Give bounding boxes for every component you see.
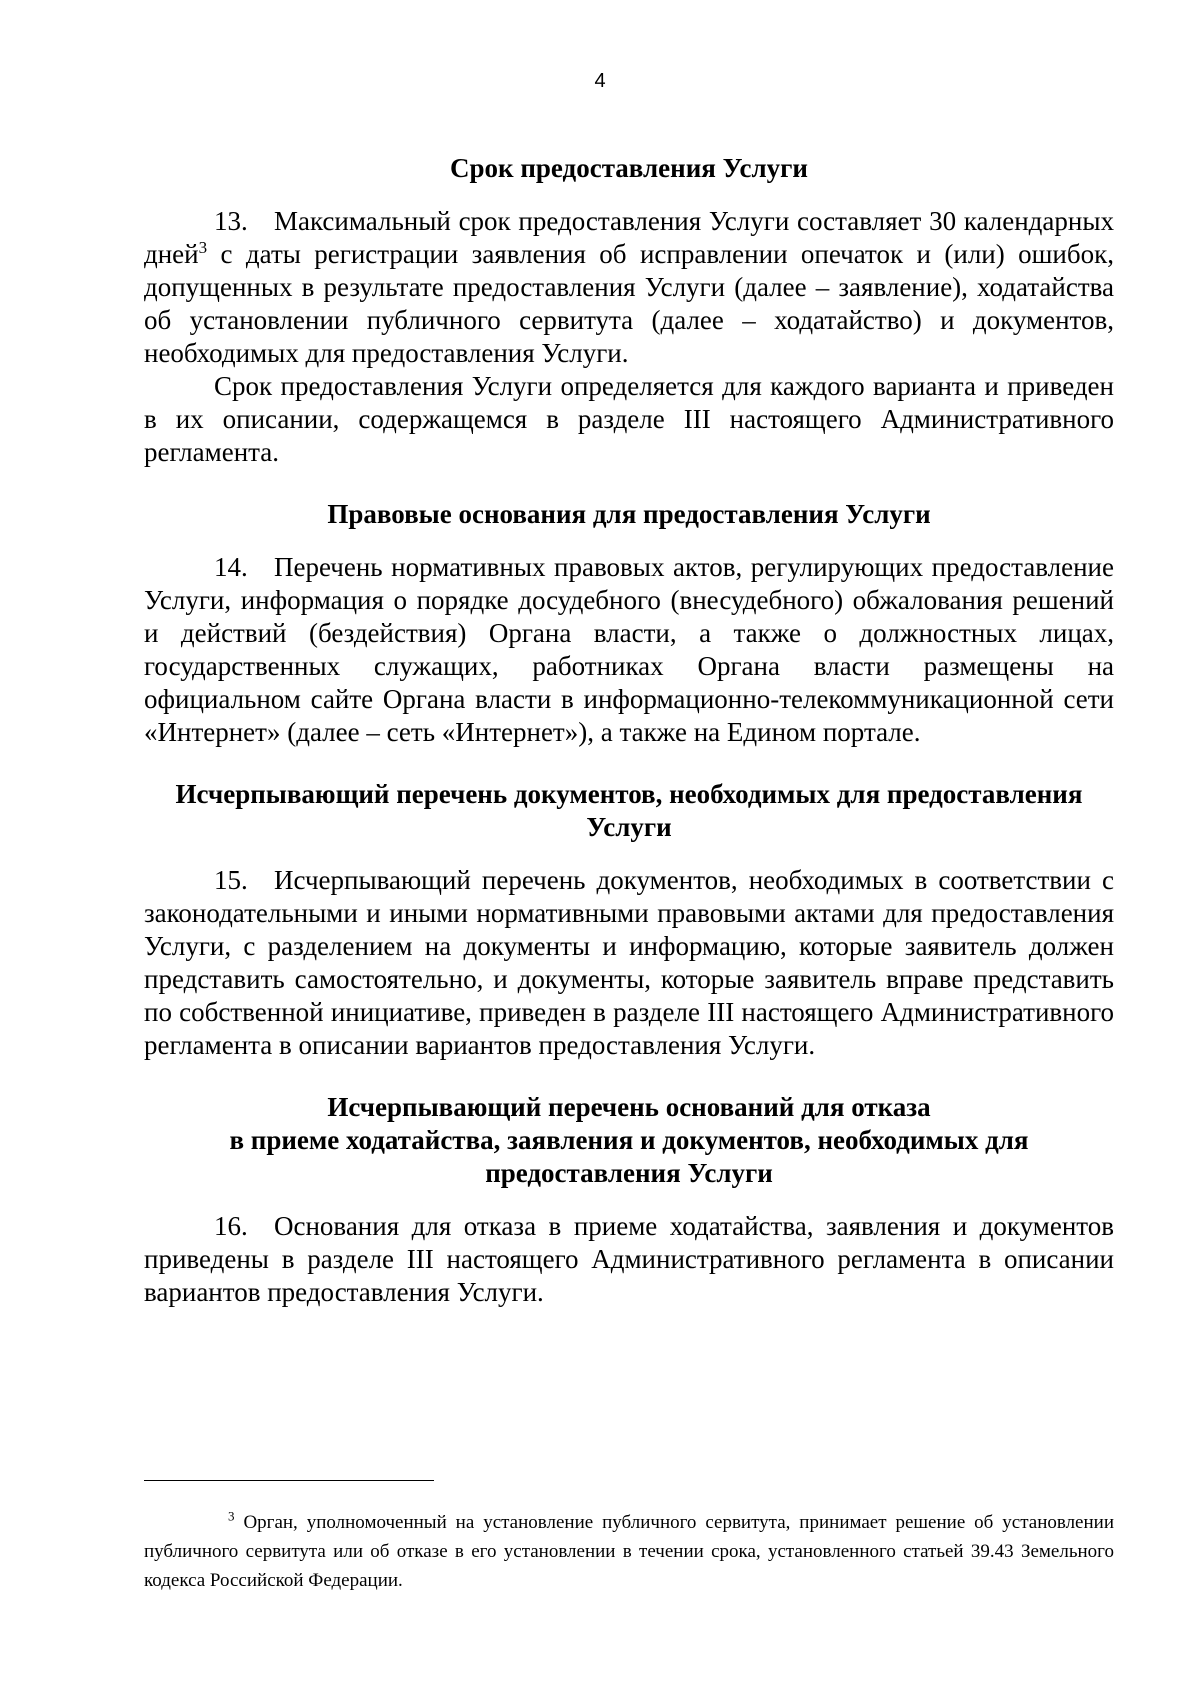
- paragraph-text: с даты регистрации заявления об исправлении опечаток и (или) ошибок, допущенных в результате предоставления Услуги (далее – заявление), ходатайства об установлении публичного сервитута (далее – ходатайство) и документов, необходимых для предоставления Услуги.: [144, 239, 1114, 368]
- paragraph-text: Исчерпывающий перечень документов, необходимых в соответствии с законодательными и иными нормативными правовыми актами для предоставления Услуги, с разделением на документы и информацию, которые заявитель должен представить самостоятельно, и документы, которые заявитель вправе представить по собственной инициативе, приведен в разделе III настоящего Административного регламента в описании вариантов предоставления Услуги.: [144, 865, 1114, 1060]
- page-number: 4: [594, 70, 606, 92]
- paragraph-15: [144, 864, 1114, 1062]
- paragraph-number: 14.: [214, 552, 248, 582]
- section-heading-isch-osn: [144, 1091, 1114, 1190]
- heading-line: Исчерпывающий перечень оснований для отказа: [327, 1092, 931, 1122]
- paragraph-number: 13.: [214, 206, 248, 236]
- paragraph-16: [144, 1210, 1114, 1309]
- paragraph-number: 15.: [214, 865, 248, 895]
- document-body: [144, 136, 1114, 1309]
- footnote-separator: [144, 1480, 434, 1481]
- footnote-text: Орган, уполномоченный на установление публичного сервитута, принимает решение об установлении публичного сервитута или об отказе в его установлении в течении срока, установленного статьей 39.43 Земельного кодекса Российской Федерации.: [144, 1512, 1114, 1591]
- footnote: [144, 1508, 1114, 1595]
- heading-line: Услуги: [586, 812, 672, 842]
- paragraph-text: Максимальный срок предоставления Услуги составляет 30 календарных дней: [144, 206, 1114, 269]
- section-heading-pravovye: Правовые основания для предоставления Услуги: [327, 499, 931, 529]
- footnote-ref: 3: [198, 238, 208, 257]
- paragraph-13: [144, 205, 1114, 370]
- paragraph-number: 16.: [214, 1211, 248, 1241]
- heading-line: в приеме ходатайства, заявления и документов, необходимых для: [229, 1125, 1029, 1155]
- paragraph-14: [144, 551, 1114, 749]
- footnote-mark: 3: [228, 1508, 235, 1524]
- paragraph-text: Перечень нормативных правовых актов, регулирующих предоставление Услуги, информация о порядке досудебного (внесудебного) обжалования решений и действий (бездействия) Органа власти, а также о должностных лицах, государственных служащих, работниках Органа власти размещены на официальном сайте Органа власти в информационно-телекоммуникационной сети «Интернет» (далее – сеть «Интернет»), а также на Едином портале.: [144, 552, 1114, 747]
- section-heading-isch-docs: [144, 778, 1114, 844]
- heading-line: предоставления Услуги: [485, 1158, 773, 1188]
- paragraph-text: Основания для отказа в приеме ходатайства, заявления и документов приведены в разделе III настоящего Административного регламента в описании вариантов предоставления Услуги.: [144, 1211, 1114, 1307]
- paragraph-13-continued: Срок предоставления Услуги определяется для каждого варианта и приведен в их описании, содержащемся в разделе III настоящего Административного регламента.: [144, 371, 1114, 467]
- heading-line: Исчерпывающий перечень документов, необходимых для предоставления: [175, 779, 1083, 809]
- section-heading-srok: Срок предоставления Услуги: [450, 153, 808, 183]
